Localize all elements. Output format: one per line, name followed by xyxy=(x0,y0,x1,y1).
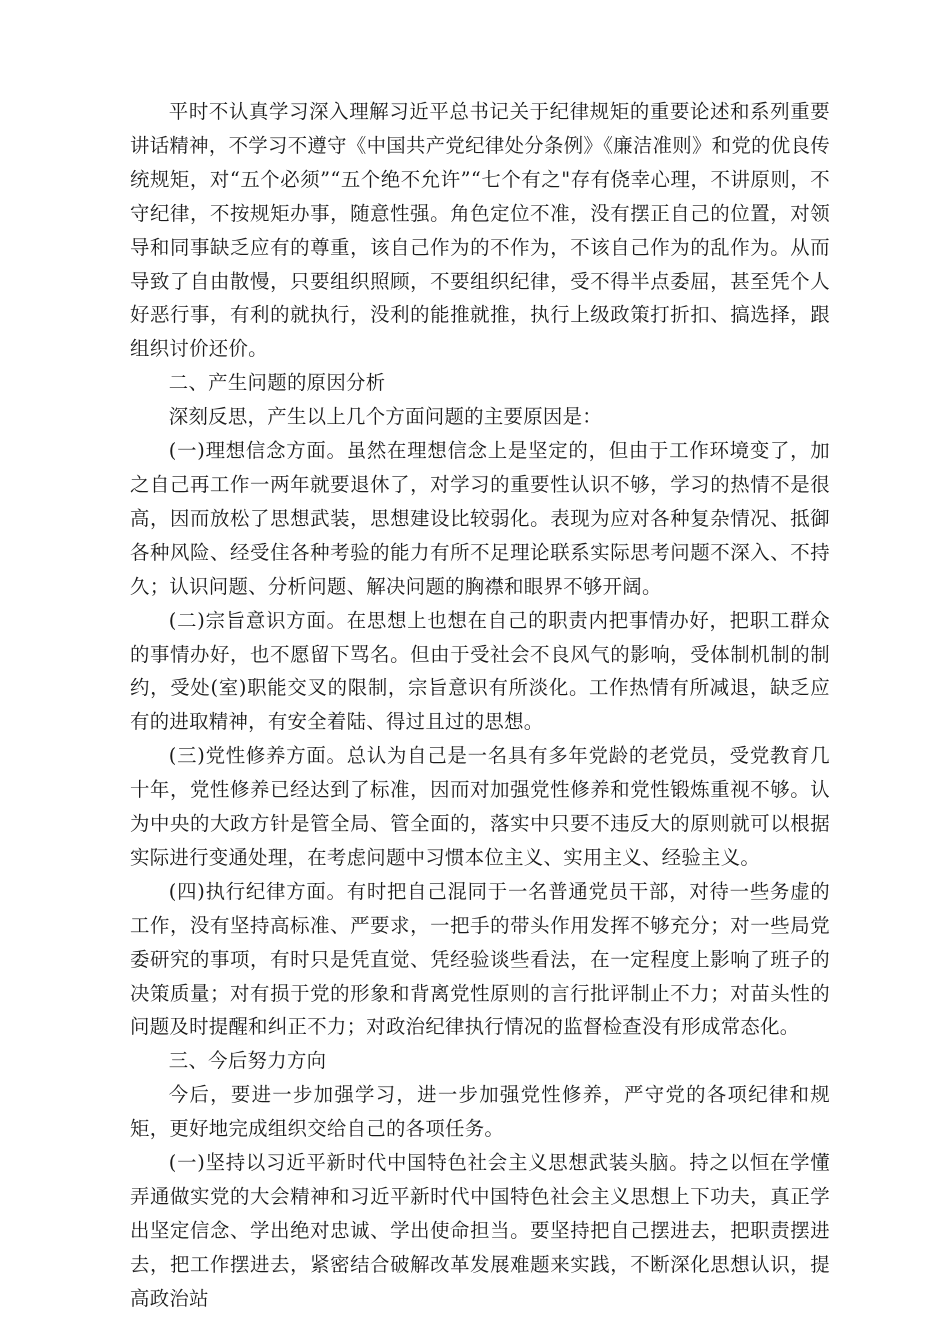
document-body xyxy=(130,95,830,1316)
paragraph-reflection-intro: 深刻反思，产生以上几个方面问题的主要原因是： xyxy=(168,405,602,429)
section-heading-cause-analysis: 二、产生问题的原因分析 xyxy=(168,371,386,395)
section-heading-future-direction: 三、今后努力方向 xyxy=(168,1049,327,1073)
paragraph-discipline-execution: (四)执行纪律方面。有时把自己混同于一名普通党员干部，对待一些务虚的工作，没有坚持高标准、严要求，一把手的带头作用发挥不够充分；对一些局党委研究的事项，有时只是凭直觉、凭经验谈些看法，在一定程度上影响了班子的决策质量；对有损于党的形象和背离党性原则的言行批评制止不力；对苗头性的问题及时提醒和纠正不力；对政治纪律执行情况的监督检查没有形成常态化。 xyxy=(130,879,830,1039)
paragraph-future-intro: 今后，要进一步加强学习，进一步加强党性修养，严守党的各项纪律和规矩，更好地完成组织交给自己的各项任务。 xyxy=(130,1083,830,1141)
paragraph-party-cultivation: (三)党性修养方面。总认为自己是一名具有多年党龄的老党员，受党教育几十年，党性修养已经达到了标准，因而对加强党性修养和党性锻炼重视不够。认为中央的大政方针是管全局、管全面的，落实中只要不违反大的原则就可以根据实际进行变通处理，在考虑问题中习惯本位主义、实用主义、经验主义。 xyxy=(130,744,830,869)
paragraph-arm-minds: (一)坚持以习近平新时代中国特色社会主义思想武装头脑。持之以恒在学懂弄通做实党的大会精神和习近平新时代中国特色社会主义思想上下功夫，真正学出坚定信念、学出绝对忠诚、学出使命担当。要坚持把自己摆进去，把职责摆进去，把工作摆进去，紧密结合破解改革发展难题来实践，不断深化思想认识，提高政治站 xyxy=(130,1151,830,1310)
paragraph-ideals-beliefs: (一)理想信念方面。虽然在理想信念上是坚定的，但由于工作环境变了，加之自己再工作一两年就要退休了，对学习的重要性认识不够，学习的热情不是很高，因而放松了思想武装，思想建设比较弱化。表现为应对各种复杂情况、抵御各种风险、经受住各种考验的能力有所不足理论联系实际思考问题不深入、不持久；认识问题、分析问题、解决问题的胸襟和眼界不够开阔。 xyxy=(130,439,830,598)
paragraph-discipline-issues: 平时不认真学习深入理解习近平总书记关于纪律规矩的重要论述和系列重要讲话精神，不学习不遵守《中国共产党纪律处分条例》《廉洁准则》和党的优良传统规矩，对“五个必须”“五个绝不允许”“七个有之"存有侥幸心理，不讲原则，不守纪律，不按规矩办事，随意性强。角色定位不准，没有摆正自己的位置，对领导和同事缺乏应有的尊重，该自己作为的不作为，不该自己作为的乱作为。从而导致了自由散慢，只要组织照顾，不要组织纪律，受不得半点委屈，甚至凭个人好恶行事，有利的就执行，没利的能推就推，执行上级政策打折扣、搞选择，跟组织讨价还价。 xyxy=(130,100,830,361)
paragraph-purpose-awareness: (二)宗旨意识方面。在思想上也想在自己的职责内把事情办好，把职工群众的事情办好，也不愿留下骂名。但由于受社会不良风气的影响，受体制机制的制约，受处(室)职能交叉的限制，宗旨意识有所淡化。工作热情有所减退，缺乏应有的进取精神，有安全着陆、得过且过的思想。 xyxy=(130,608,830,734)
